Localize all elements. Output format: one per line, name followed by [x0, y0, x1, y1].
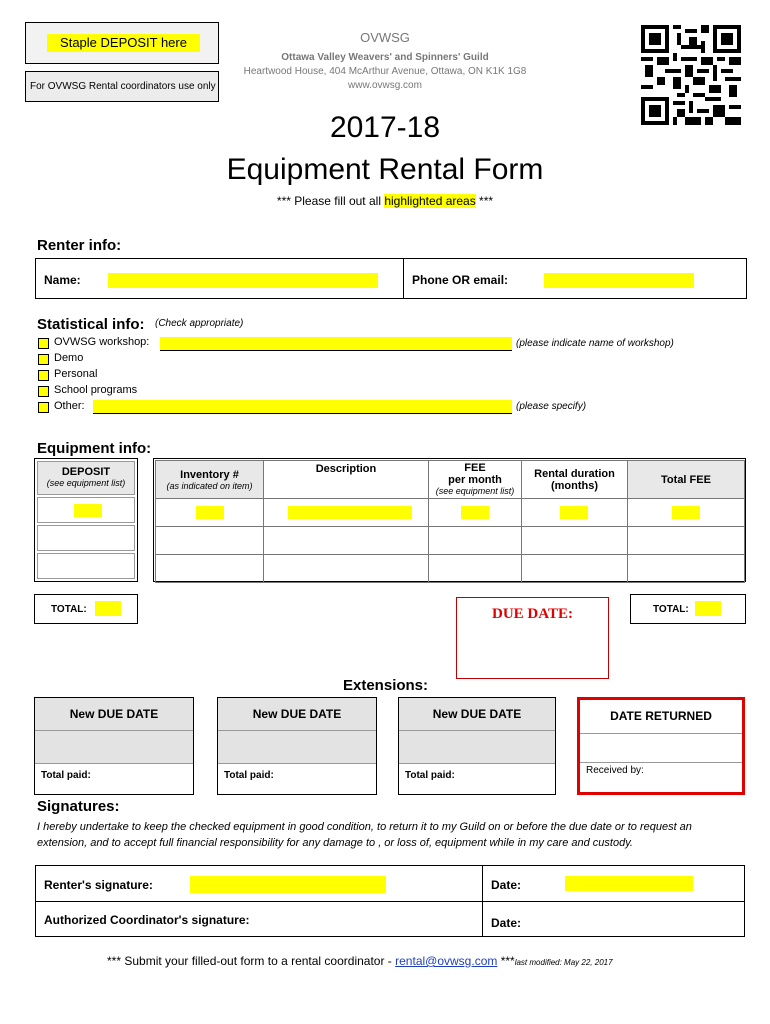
inventory-col-sub: (as indicated on item) — [166, 480, 253, 491]
workshop-name-field[interactable] — [160, 337, 512, 351]
footer-email-link[interactable]: rental@ovwsg.com — [395, 954, 498, 968]
coordinator-date-label: Date: — [491, 916, 522, 930]
extension-3 — [398, 697, 556, 795]
workshop-hint: (please indicate name of workshop) — [516, 338, 674, 349]
org-full-name: Ottawa Valley Weavers' and Spinners' Guild — [281, 52, 489, 63]
demo-checkbox[interactable] — [38, 354, 49, 365]
personal-option-label: Personal — [54, 368, 98, 380]
deposit-total-label: TOTAL: — [51, 604, 87, 615]
coordinator-signature-label: Authorized Coordinator's signature: — [44, 913, 250, 927]
extension-1-date-field[interactable] — [35, 731, 193, 764]
date-returned-field[interactable] — [580, 734, 742, 763]
extension-1 — [34, 697, 194, 795]
extension-3-date-field[interactable] — [399, 731, 555, 764]
org-address: Heartwood House, 404 McArthur Avenue, Ottawa, ON K1K 1G8 — [243, 66, 527, 77]
duration-field[interactable] — [560, 506, 588, 519]
fee-total-box — [630, 594, 746, 624]
renter-date-field[interactable] — [565, 876, 693, 891]
qr-code — [641, 25, 741, 125]
signature-divider-h — [36, 901, 744, 902]
statistical-note: (Check appropriate) — [155, 318, 244, 329]
renter-signature-field[interactable] — [190, 876, 386, 893]
instructions-prefix: *** Please fill out all — [276, 194, 385, 208]
instructions-highlight: highlighted areas — [384, 194, 476, 208]
staple-deposit-box — [25, 22, 219, 64]
workshop-option-label: OVWSG workshop: — [54, 336, 150, 348]
extension-1-header: New DUE DATE — [35, 698, 193, 731]
footer-stars: *** — [497, 954, 515, 968]
total-fee-col-label: Total FEE — [661, 473, 711, 486]
school-checkbox[interactable] — [38, 386, 49, 397]
footer-text: *** Submit your filled-out form to a rental coordinator - — [107, 954, 396, 968]
name-label: Name: — [44, 273, 81, 287]
deposit-total-field[interactable] — [95, 601, 121, 616]
fee-header — [429, 461, 522, 499]
description-header — [264, 461, 429, 499]
fee-col-sub: (see equipment list) — [435, 486, 515, 496]
description-cell — [264, 499, 429, 527]
deposit-col-sub: (see equipment list) — [46, 478, 126, 488]
inventory-header — [156, 461, 264, 499]
contact-label: Phone OR email: — [412, 273, 509, 287]
renter-date-label: Date: — [491, 878, 522, 892]
extension-3-header: New DUE DATE — [399, 698, 555, 731]
renter-heading: Renter info: — [37, 237, 122, 254]
signature-divider-v — [482, 866, 483, 936]
extension-1-paid-label: Total paid: — [41, 770, 91, 781]
inventory-field[interactable] — [196, 506, 224, 519]
description-col-label: Description — [315, 463, 377, 475]
statistical-heading: Statistical info: — [37, 316, 145, 333]
form-year: 2017-18 — [329, 111, 441, 144]
demo-option-label: Demo — [54, 352, 84, 364]
last-modified: last modified: May 22, 2017 — [514, 958, 613, 967]
signature-table — [35, 865, 745, 937]
received-by-label: Received by: — [586, 765, 644, 776]
coordinators-only-label: For OVWSG Rental coordinators use only — [30, 81, 216, 92]
fee-total-label: TOTAL: — [653, 604, 689, 615]
footer — [107, 954, 613, 968]
duration-col-label-2: (months) — [550, 479, 599, 492]
duration-cell — [522, 499, 628, 527]
date-returned-box — [577, 697, 745, 795]
other-hint: (please specify) — [516, 401, 587, 412]
deposit-row-3 — [37, 553, 135, 579]
duration-header — [522, 461, 628, 499]
contact-field[interactable] — [544, 273, 694, 288]
extension-2-header: New DUE DATE — [218, 698, 376, 731]
deposit-header — [37, 461, 135, 495]
form-title: Equipment Rental Form — [226, 153, 544, 186]
workshop-checkbox[interactable] — [38, 338, 49, 349]
other-checkbox[interactable] — [38, 402, 49, 413]
due-date-label: DUE DATE: — [492, 606, 573, 622]
renter-divider — [403, 259, 404, 298]
due-date-box — [456, 597, 609, 679]
deposit-row-2 — [37, 525, 135, 551]
fee-field[interactable] — [461, 506, 489, 519]
name-field[interactable] — [108, 273, 378, 288]
renter-signature-label: Renter's signature: — [44, 878, 153, 892]
deposit-field[interactable] — [74, 504, 102, 517]
equipment-row — [156, 499, 745, 527]
deposit-col-label: DEPOSIT — [61, 466, 111, 478]
org-short-name: OVWSG — [360, 30, 410, 45]
deposit-total-box — [34, 594, 138, 624]
fee-col-label-2: per month — [448, 474, 502, 486]
school-option-label: School programs — [54, 384, 138, 396]
org-website: www.ovwsg.com — [348, 80, 422, 91]
extension-2 — [217, 697, 377, 795]
personal-checkbox[interactable] — [38, 370, 49, 381]
deposit-table — [34, 458, 138, 582]
extensions-heading: Extensions: — [343, 677, 429, 694]
staple-deposit-label: Staple DEPOSIT here — [47, 34, 200, 52]
inventory-col-label: Inventory # — [180, 468, 239, 481]
other-specify-field[interactable] — [93, 400, 512, 414]
equipment-row — [156, 555, 745, 583]
equipment-table — [153, 458, 746, 582]
deposit-row-1 — [37, 497, 135, 523]
extension-2-paid-label: Total paid: — [224, 770, 274, 781]
fee-total-field[interactable] — [695, 601, 721, 616]
duration-col-label: Rental duration — [534, 467, 615, 480]
other-option-label: Other: — [54, 400, 85, 412]
fee-cell — [429, 499, 522, 527]
equipment-row — [156, 527, 745, 555]
extension-2-date-field[interactable] — [218, 731, 376, 764]
date-returned-label: DATE RETURNED — [580, 700, 742, 734]
instructions-suffix: *** — [475, 194, 494, 208]
instructions — [135, 194, 635, 208]
signatures-statement: I hereby undertake to keep the checked equipment in good condition, to return it to my Guild on or before the due date or to request an extension, and to accept full financial responsibility for any damage to , or loss of, equipment while in my care and custody. — [37, 821, 692, 849]
extension-3-paid-label: Total paid: — [405, 770, 455, 781]
renter-info-box — [35, 258, 747, 299]
total-fee-field[interactable] — [672, 506, 700, 519]
fee-col-label: FEE — [464, 462, 486, 474]
inventory-cell — [156, 499, 264, 527]
signatures-heading: Signatures: — [37, 798, 120, 815]
total-fee-header — [628, 461, 745, 499]
coordinators-only-box — [25, 71, 219, 102]
total-fee-cell — [628, 499, 745, 527]
equipment-heading: Equipment info: — [37, 440, 152, 457]
description-field[interactable] — [288, 506, 412, 519]
